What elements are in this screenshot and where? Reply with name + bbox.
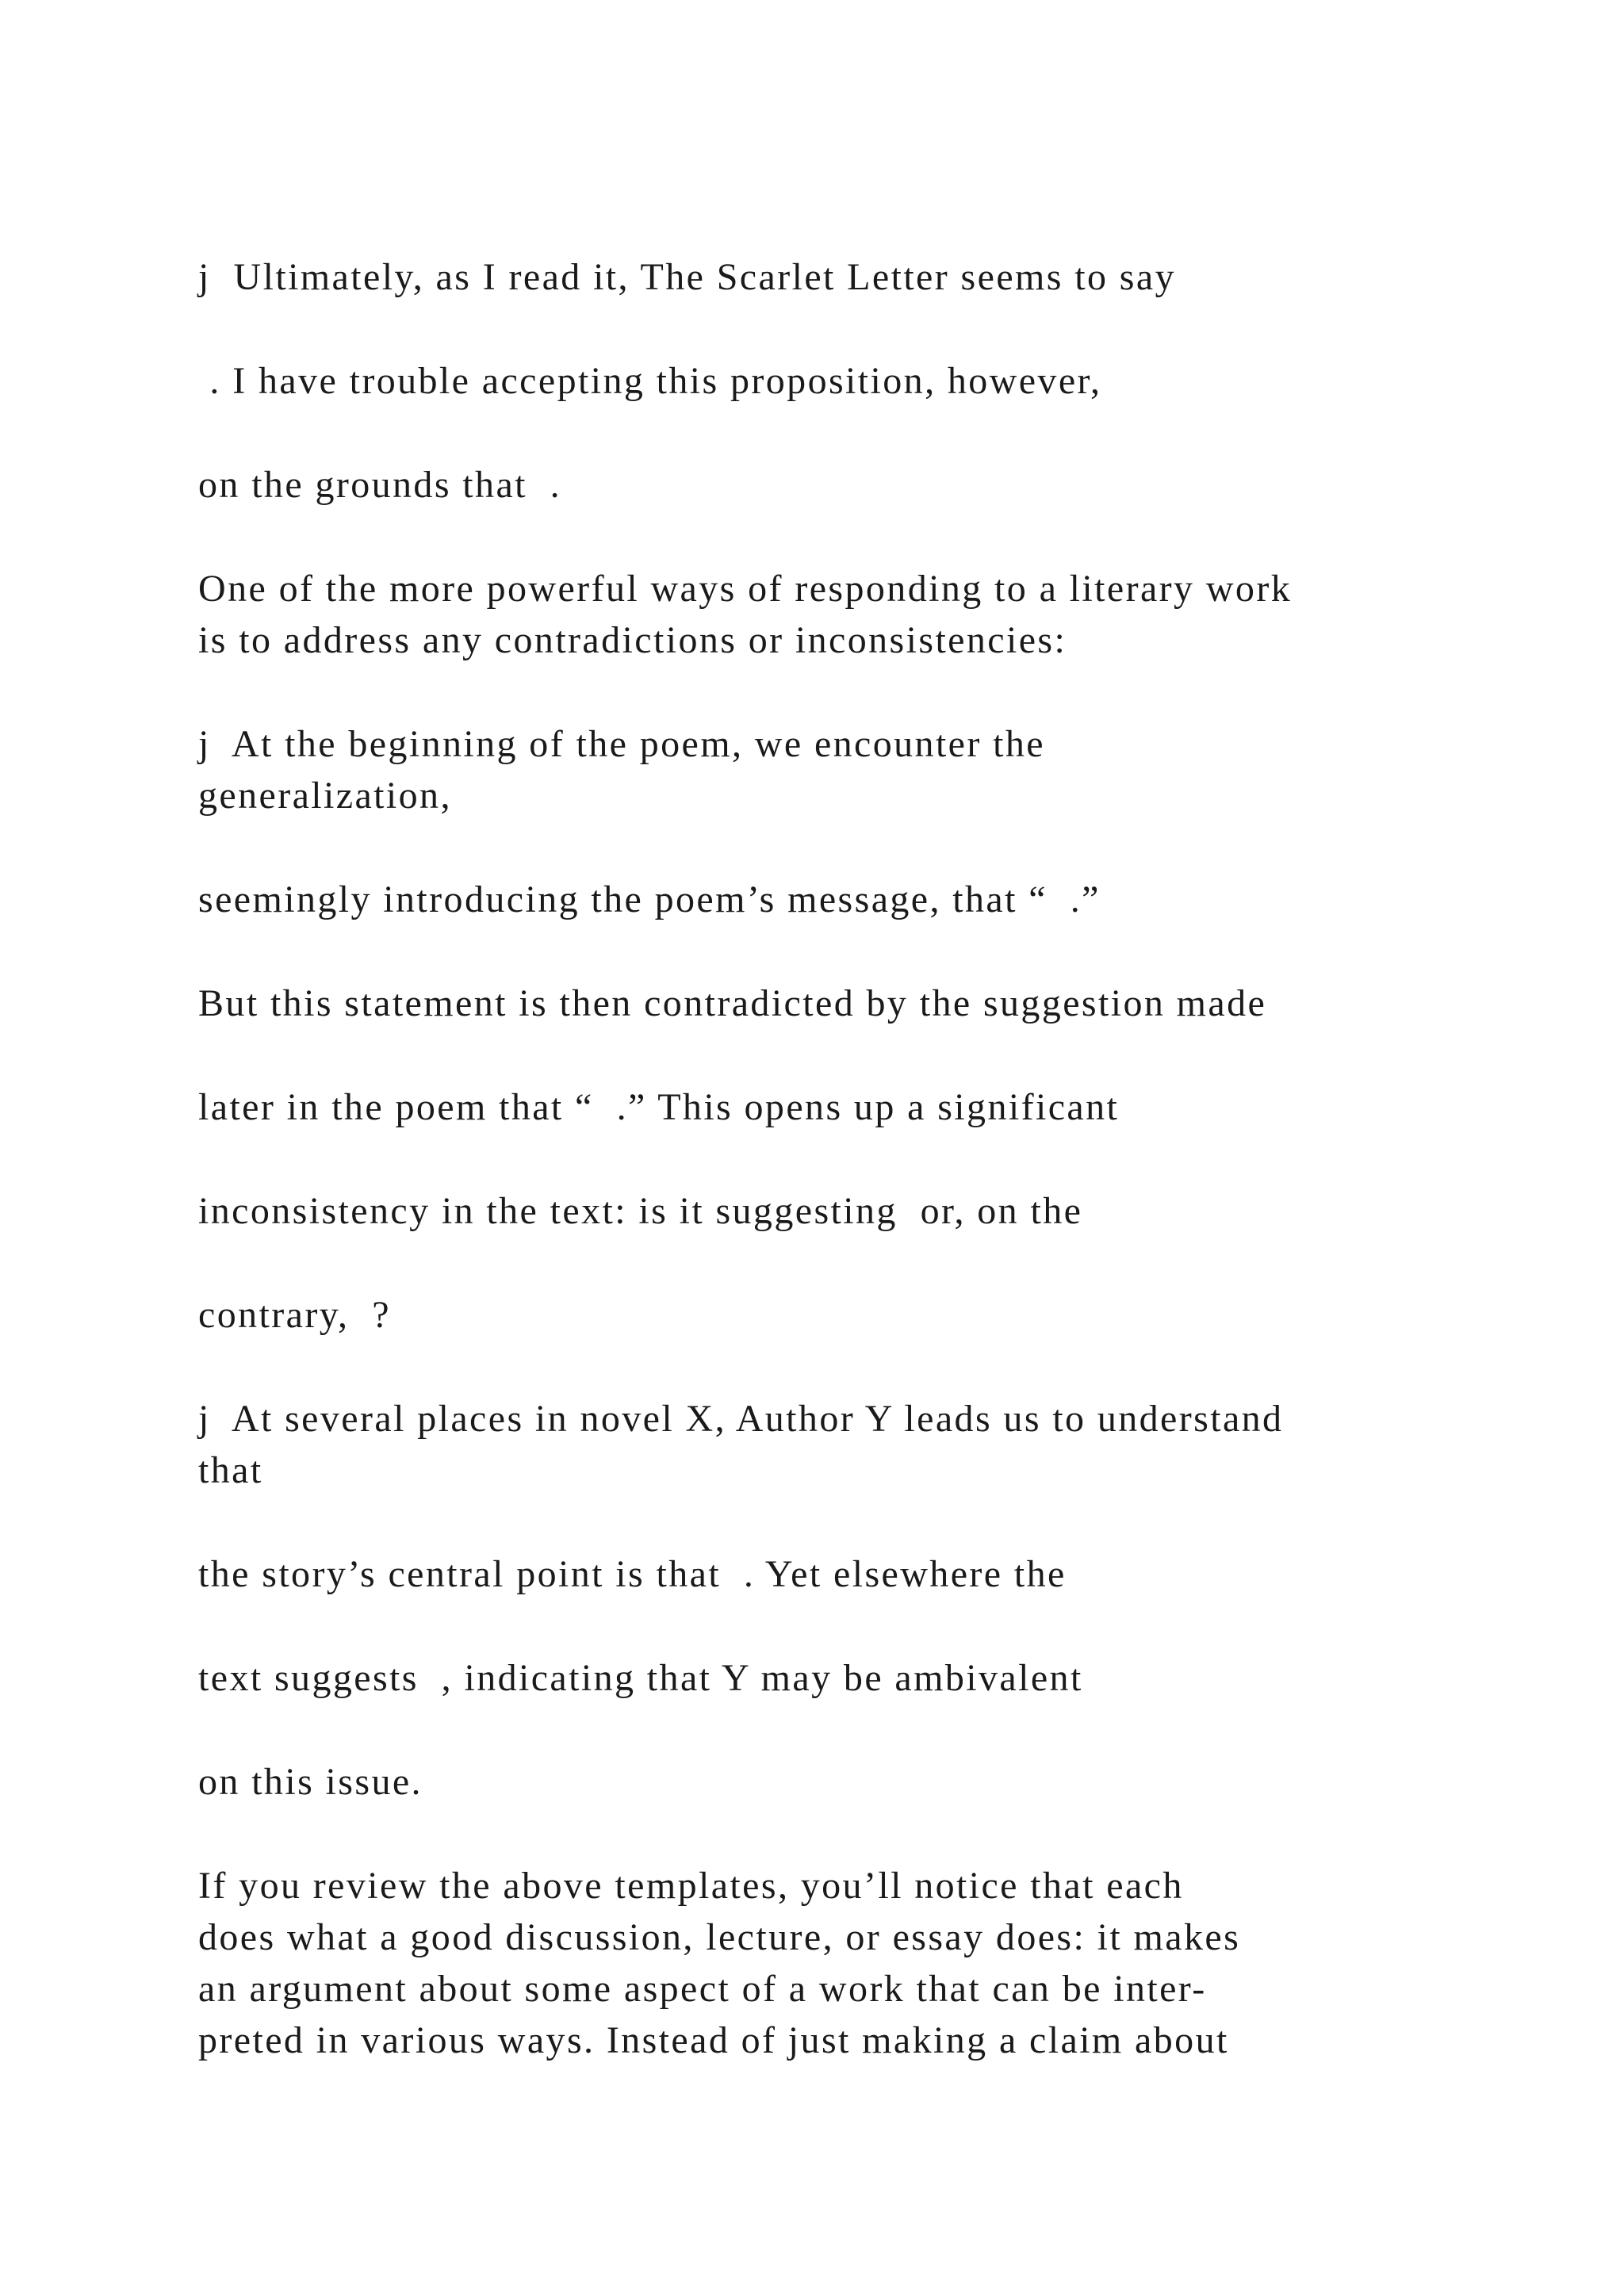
- text-line: on this issue.: [198, 1761, 423, 1803]
- text-line: . I have trouble accepting this proposition, however,: [198, 360, 1102, 402]
- text-line: j Ultimately, as I read it, The Scarlet Letter seems to say: [198, 256, 1176, 298]
- text-line: on the grounds that .: [198, 464, 562, 506]
- paragraph: [198, 1289, 1546, 1341]
- paragraph: [198, 355, 1546, 407]
- text-line: that: [198, 1449, 263, 1491]
- paragraph: [198, 459, 1546, 511]
- paragraph: [198, 1548, 1546, 1600]
- text-line: later in the poem that “ .” This opens up a significant: [198, 1086, 1120, 1128]
- paragraph: [198, 1860, 1546, 2066]
- text-line: But this statement is then contradicted by the suggestion made: [198, 982, 1267, 1024]
- text-line: j At several places in novel X, Author Y leads us to understand: [198, 1398, 1284, 1440]
- paragraph: [198, 1393, 1546, 1496]
- text-line: inconsistency in the text: is it suggesting or, on the: [198, 1190, 1083, 1232]
- paragraph: [198, 251, 1546, 303]
- text-line: does what a good discussion, lecture, or essay does: it makes: [198, 1916, 1241, 1958]
- paragraph: [198, 874, 1546, 925]
- paragraph: [198, 1185, 1546, 1237]
- paragraph: [198, 1081, 1546, 1133]
- text-line: preted in various ways. Instead of just making a claim about: [198, 2019, 1229, 2061]
- text-line: is to address any contradictions or inconsistencies:: [198, 619, 1067, 661]
- text-line: contrary, ?: [198, 1294, 391, 1336]
- paragraph: [198, 718, 1546, 821]
- paragraph: [198, 978, 1546, 1029]
- paragraph: [198, 1652, 1546, 1704]
- text-line: seemingly introducing the poem’s message, that “ .”: [198, 878, 1101, 920]
- text-line: an argument about some aspect of a work that can be inter-: [198, 1968, 1207, 2010]
- paragraph: [198, 563, 1546, 666]
- paragraph: [198, 1756, 1546, 1808]
- text-line: j At the beginning of the poem, we encounter the: [198, 723, 1046, 765]
- text-line: generalization,: [198, 775, 452, 817]
- text-line: If you review the above templates, you’ll notice that each: [198, 1865, 1184, 1907]
- text-line: text suggests , indicating that Y may be ambivalent: [198, 1657, 1083, 1699]
- text-line: the story’s central point is that . Yet elsewhere the: [198, 1553, 1067, 1595]
- text-line: One of the more powerful ways of responding to a literary work: [198, 568, 1293, 610]
